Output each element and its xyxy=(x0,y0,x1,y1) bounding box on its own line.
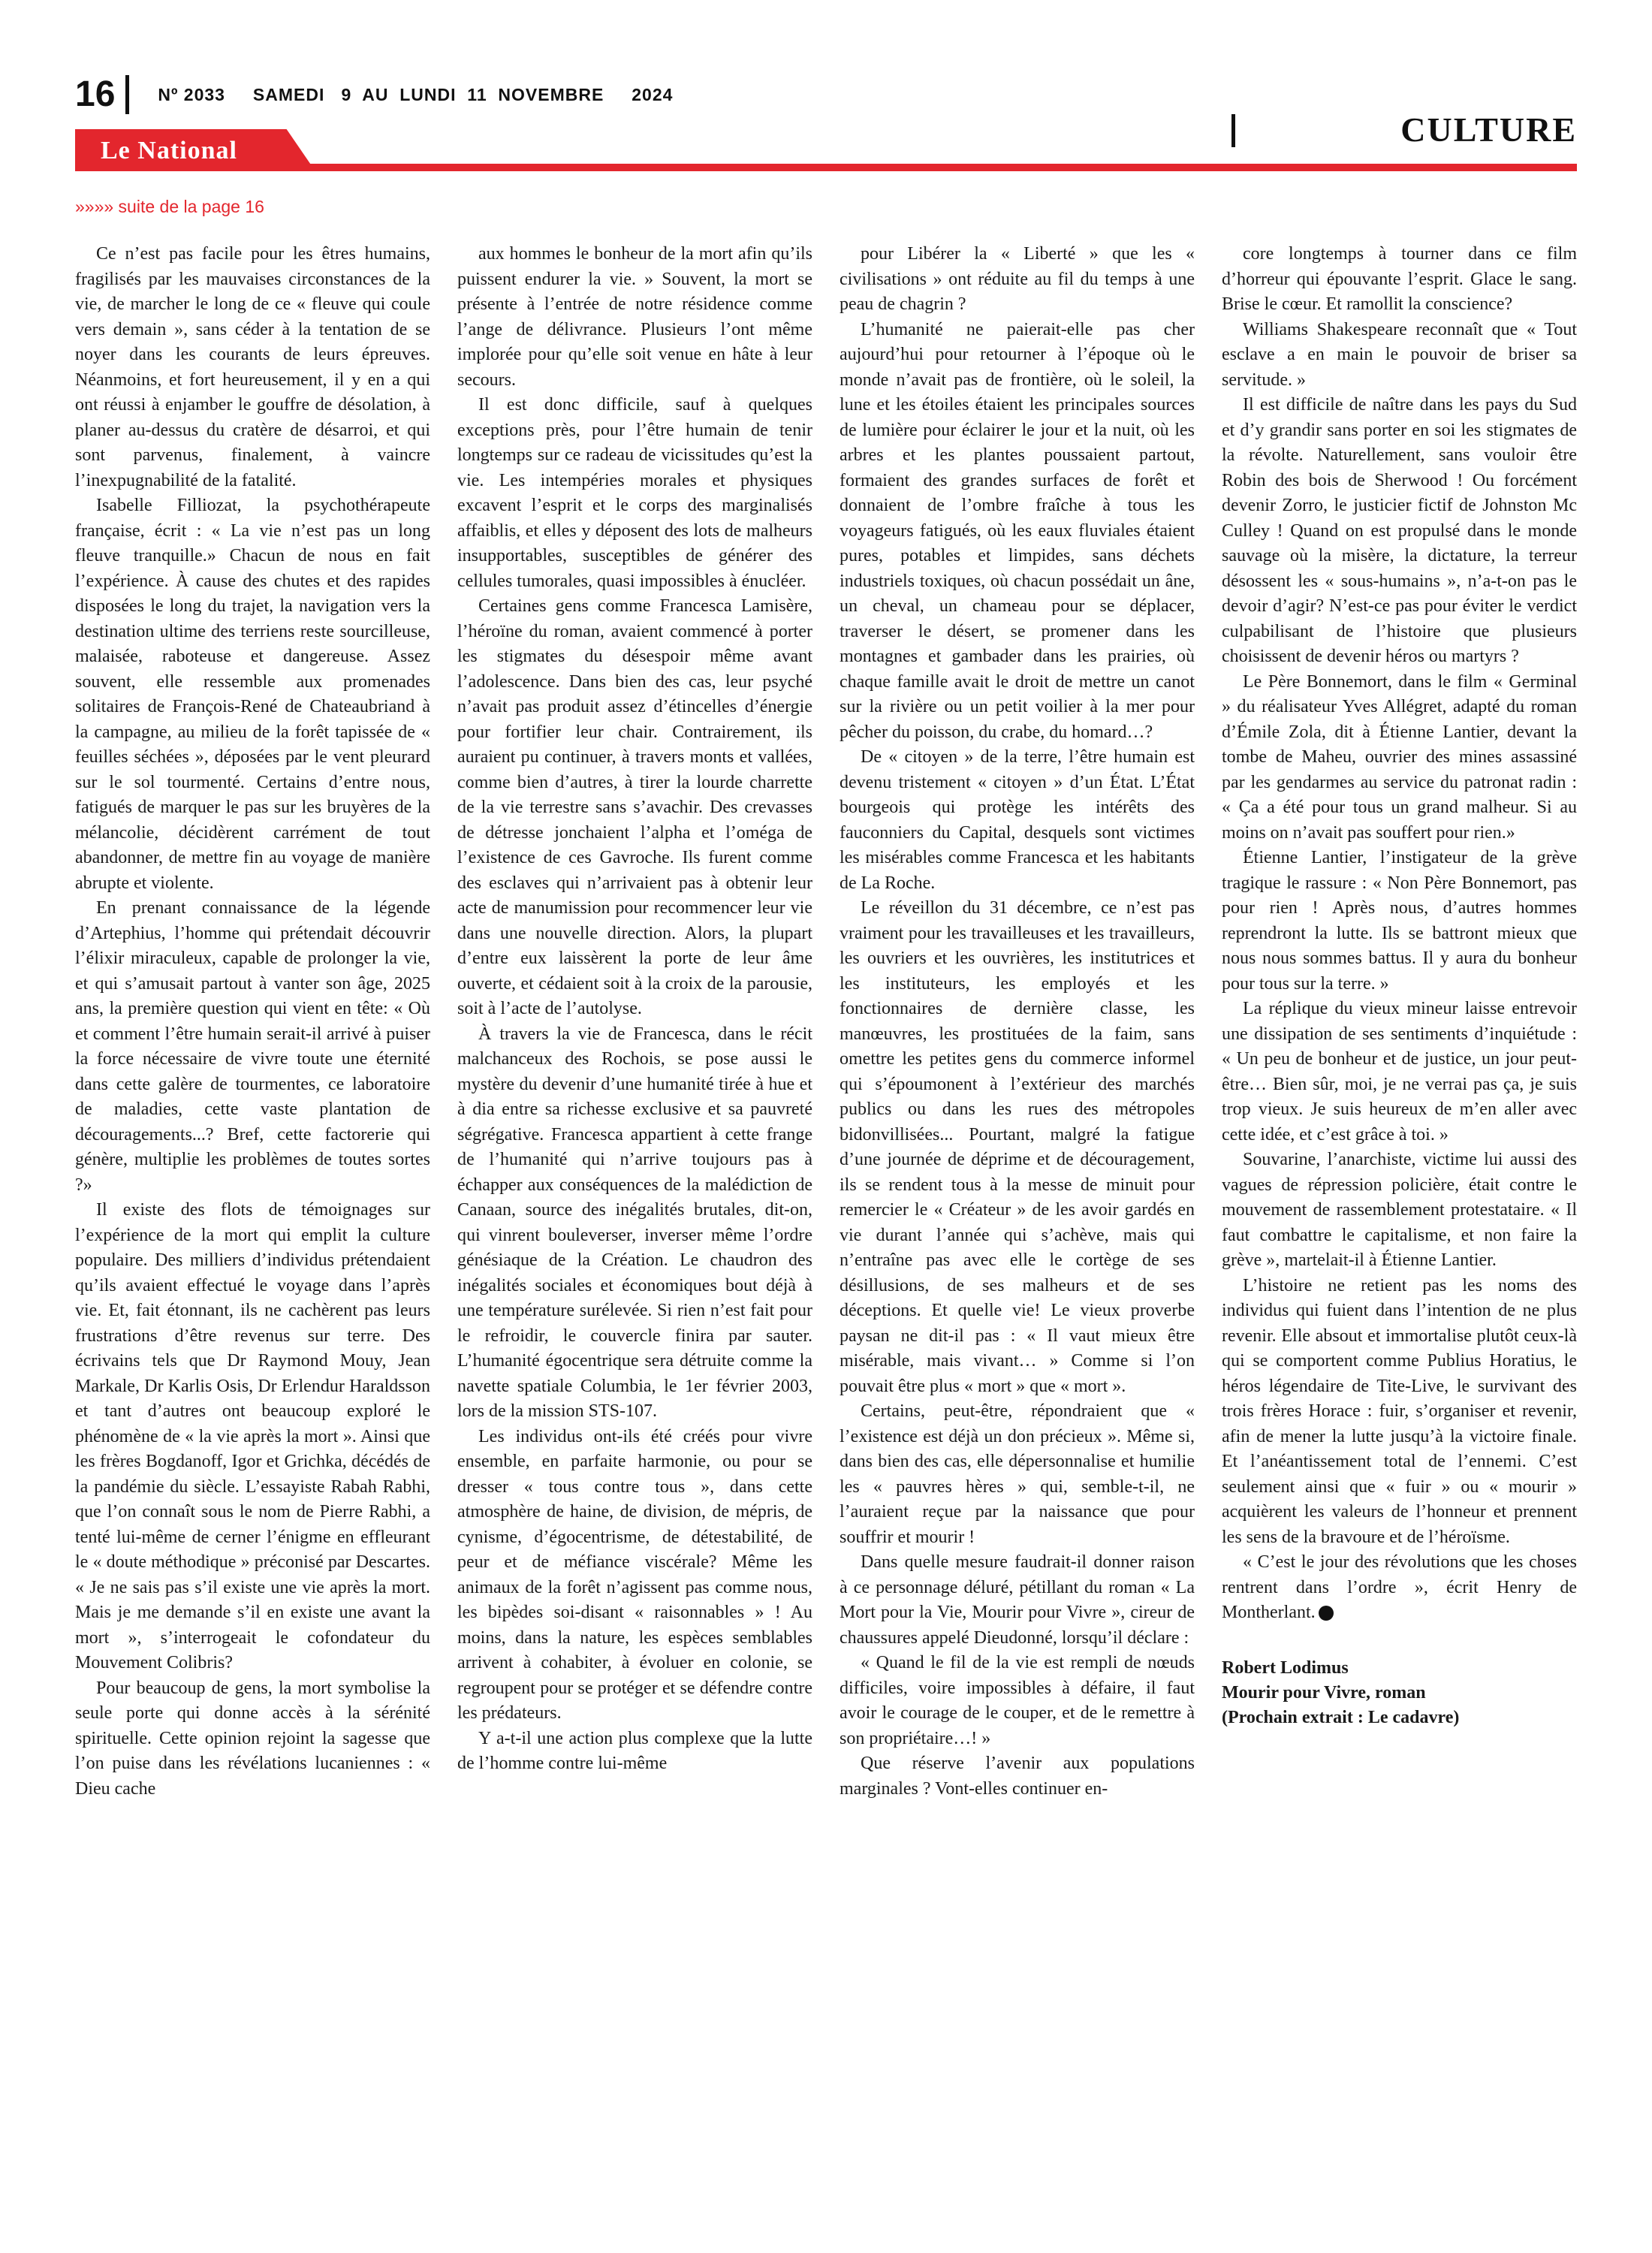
paragraph: Y a-t-il une action plus complexe que la lutte de l’homme contre lui-même xyxy=(457,1728,812,1773)
paragraph: Que réserve l’avenir aux populations marginales ? Vont-elles continuer en- xyxy=(840,1754,1195,1799)
paragraph: Ce n’est pas facile pour les êtres humains, fragilisés par les mauvaises circonstances de la vie, de marcher le long de ce « fleuve qui coule vers demain », sans céder à la tentation de se noyer dans les courants de leurs épreuves. Néanmoins, et fort heureusement, il y en a qui ont réussi à enjamber le gouffre de désolation, à planer au-dessus du cratère de désarroi, et qui sont parvenus, finalement, à vaincre l’inexpugnabilité de la fatalité. xyxy=(75,244,430,490)
column-3 xyxy=(840,242,1195,2164)
end-of-article-icon xyxy=(1319,1606,1334,1621)
section-separator xyxy=(1231,114,1235,147)
paragraph: Le Père Bonnemort, dans le film « Germinal » du réalisateur Yves Allégret, adapté du roman d’Émile Zola, dit à Étienne Lantier, devant la tombe de Maheu, ouvrier des mines assassiné par les gendarmes au service du patronat radin : « Ça a été pour tous un grand malheur. Si au moins on n’avait pas souffert pour rien.» xyxy=(1222,671,1577,843)
paragraph: Souvarine, l’anarchiste, victime lui aussi des vagues de répression policière, était contre le mouvement de rassemblement protestataire. « Il faut combattre le capitalisme, et non faire la grève », martelait-il à Étienne Lantier. xyxy=(1222,1150,1577,1270)
paragraph: Étienne Lantier, l’instigateur de la grève tragique le rassure : « Non Père Bonnemort, pas pour rien ! Après nous, d’autres hommes reprendront la lutte. Ils se battront mieux que nous nous sommes battus. Il y aura du bonheur pour tous sur la terre. » xyxy=(1222,848,1577,994)
closing-text: « C’est le jour des révolutions que les choses rentrent dans l’ordre », écrit Henry de Montherlant. xyxy=(1222,1552,1577,1622)
paragraph: Certains, peut-être, répondraient que « l’existence est déjà un don précieux ». Même si, dans bien des cas, elle dépersonnalise et humilie les « pauvres hères » qui, semble-t-il, ne l’auraient reçue par la naissance que pour souffrir et mourir ! xyxy=(840,1401,1195,1547)
column-2 xyxy=(457,242,812,2164)
paragraph: En prenant connaissance de la légende d’Artephius, l’homme qui prétendait découvrir l’élixir miraculeux, capable de prolonger la vie, et qui s’amusait partout à vanter son âge, 2025 ans, la première question qui vient en tête: « Où et comment l’être humain serait-il arrivé à puiser la force nécessaire de vivre toute une éternité dans cette galère de tourmentes, ce laboratoire de maladies, cette vaste plantation de découragements...? Bref, cette factorerie qui génère, multiplie les problèmes de toutes sortes ?» xyxy=(75,898,430,1195)
paragraph: pour Libérer la « Liberté » que les « civilisations » ont réduite au fil du temps à une peau de chagrin ? xyxy=(840,244,1195,314)
next-extract: (Prochain extrait : Le cadavre) xyxy=(1222,1707,1460,1727)
page-header xyxy=(75,75,673,114)
work-title: Mourir pour Vivre, roman xyxy=(1222,1682,1426,1703)
paragraph: Le réveillon du 31 décembre, ce n’est pas vraiment pour les travailleuses et les travailleurs, les ouvriers et les ouvrières, les institutrices et les instituteurs, les employés et les fonctionnaires de dernière classe, les manœuvres, les prostituées de la faim, sans omettre les petites gens du commerce informel qui s’époumonent à l’extérieur des marchés publics ou dans les rues des métropoles bidonvillisées... Pourtant, malgré la fatigue d’une journée de déprime et de découragement, ils se rendent tous à la messe de minuit pour remercier le « Créateur » de les avoir gardés en vie durant l’année qui s’achève, mais qui n’entraîne pas avec elle le cortège de ses désillusions, de ses malheurs et de ses déceptions. Et quelle vie! Le vieux proverbe paysan ne dit-il pas : « Il vaut mieux être misérable, mais vivant… » Comme si l’on pouvait être plus « mort » que « mort ». xyxy=(840,898,1195,1396)
column-4 xyxy=(1222,242,1577,2164)
paragraph: La réplique du vieux mineur laisse entrevoir une dissipation de ses sentiments d’inquiétude : « Un peu de bonheur et de justice, un jour peut-être… Bien sûr, moi, je ne verrai pas ça, je suis trop vieux. Je suis heureux de m’en aller avec cette idée, et c’est grâce à toi. » xyxy=(1222,999,1577,1145)
article-signature xyxy=(1222,1656,1577,1730)
author-name: Robert Lodimus xyxy=(1222,1657,1349,1678)
publication-name: Le National xyxy=(101,137,237,164)
paragraph: Il est donc difficile, sauf à quelques exceptions près, pour l’être humain de tenir longtemps sur ce radeau de vicissitudes qu’est la vie. Les intempéries morales et physiques excavent l’esprit et le corps des marginalisés affaiblis, et elles y déposent des lots de malheurs insupportables, susceptibles de générer des cellules tumorales, quasi impossibles à énucléer. xyxy=(457,395,812,591)
paragraph: À travers la vie de Francesca, dans le récit malchanceux des Rochois, se pose aussi le mystère du devenir d’une humanité tirée à hue et à dia entre sa richesse exclusive et sa pauvreté ségrégative. Francesca appartient à cette frange de l’humanité qui n’arrive toujours pas à échapper aux conséquences de la malédiction de Canaan, source des inégalités brutales, dit-on, qui vinrent bouleverser, inverser même l’ordre génésiaque de la Création. Le chaudron des inégalités sociales et économiques bout déjà à une température surélevée. Si rien n’est fait pour le refroidir, le couvercle finira par sauter. L’humanité égocentrique sera détruite comme la navette spatiale Columbia, le 1er février 2003, lors de la mission STS-107. xyxy=(457,1024,812,1421)
section-title: CULTURE xyxy=(1400,110,1577,149)
paragraph: Il existe des flots de témoignages sur l’expérience de la mort qui emplit la culture populaire. Des milliers d’individus prétendaient qu’ils avaient effectué le voyage dans l’après vie. Et, fait étonnant, ils ne cachèrent pas leurs frustrations d’être revenus sur terre. Des écrivains tels que Dr Raymond Mouy, Jean Markale, Dr Karlis Osis, Dr Erlendur Haraldsson et tant d’autres ont beaucoup exploré le phénomène de « la vie après la mort ». Ainsi que les frères Bogdanoff, Igor et Grichka, décédés de la pandémie du siècle. L’essayiste Rabah Rabhi, que l’on connaît sous le nom de Pierre Rabhi, a tenté lui-même de cerner l’énigme en effleurant le « doute méthodique » préconisé par Descartes. « Je ne sais pas s’il existe une vie après la mort. Mais je me demande s’il en existe une avant la mort », s’interrogeait le cofondateur du Mouvement Colibris? xyxy=(75,1200,430,1672)
masthead-banner xyxy=(75,129,1577,174)
paragraph: « Quand le fil de la vie est rempli de nœuds difficiles, voire impossibles à défaire, il faut avoir le courage de le couper, et de le remettre à son propriétaire…! » xyxy=(840,1653,1195,1748)
page-number: 16 xyxy=(75,74,116,114)
paragraph: Isabelle Filliozat, la psychothérapeute française, écrit : « La vie n’est pas un long fleuve tranquille.» Chacun de nous en fait l’expérience. À cause des chutes et des rapides disposées le long du trajet, la navigation vers la destination ultime des terriens reste sourcilleuse, malaisée, raboteuse et dangereuse. Assez souvent, elle ressemble aux promenades solitaires de François-René de Chateaubriand à la campagne, au milieu de la forêt tapissée de « feuilles séchées », déposées par le vent pleurard sur le sol tourmenté. Certains d’entre nous, fatigués de marquer le pas sur les bruyères de la mélancolie, décidèrent carrément de tout abandonner, de mettre fin au voyage de manière abrupte et violente. xyxy=(75,496,430,893)
paragraph: Williams Shakespeare reconnaît que « Tout esclave a en main le pouvoir de briser sa servitude. » xyxy=(1222,319,1577,390)
paragraph: core longtemps à tourner dans ce film d’horreur qui épouvante l’esprit. Glace le sang. Brise le cœur. Et ramollit la conscience? xyxy=(1222,244,1577,314)
paragraph: Les individus ont-ils été créés pour vivre ensemble, en parfaite harmonie, ou pour se dresser « tous contre tous », dans cette atmosphère de haine, de division, de mépris, de cynisme, d’égocentrisme, de détestabilité, de peur et de méfiance viscérale? Même les animaux de la forêt n’agissent pas comme nous, les bipèdes soi-disant « raisonnables » ! Au moins, dans la nature, les espèces semblables arrivent à cohabiter, à évoluer en colonie, se regroupent pour se protéger et se défendre contre les prédateurs. xyxy=(457,1426,812,1723)
closing-paragraph xyxy=(1222,1550,1577,1626)
header-separator xyxy=(125,75,129,114)
paragraph: L’humanité ne paierait-elle pas cher aujourd’hui pour retourner à l’époque où le monde n’avait pas de frontière, où le soleil, la lune et les étoiles étaient les principales sources de lumière pour éclairer le jour et la nuit, où les arbres et les plantes poussaient partout, formaient des grandes surfaces de forêt et donnaient de l’ombre fraîche à tous les voyageurs fatigués, où les eaux fluviales étaient pures, potables et limpides, sans déchets industriels toxiques, où chacun possédait un âne, un cheval, un chameau pour se déplacer, traverser le désert, se promener dans les montagnes et gambader dans les prairies, où chaque famille avait le droit de mettre un canot sur la rivière ou un petit voilier à la mer pour pêcher du poisson, du crabe, du homard…? xyxy=(840,319,1195,742)
continued-from: »»»» suite de la page 16 xyxy=(75,197,264,216)
column-1 xyxy=(75,242,430,2164)
article-body xyxy=(75,242,1577,2164)
paragraph: De « citoyen » de la terre, l’être humain est devenu tristement « citoyen » d’un État. L’État bourgeois qui protège les intérêts des fauconniers du Capital, desquels sont victimes les misérables comme Francesca et les habitants de La Roche. xyxy=(840,747,1195,893)
paragraph: aux hommes le bonheur de la mort afin qu’ils puissent endurer la vie. » Souvent, la mort se présente à l’entrée de notre résidence comme l’ange de délivrance. Plusieurs l’ont même implorée pour qu’elle soit venue en hâte à leur secours. xyxy=(457,244,812,390)
issue-date-line: Nº 2033 SAMEDI 9 AU LUNDI 11 NOVEMBRE 2024 xyxy=(158,84,674,104)
paragraph: Dans quelle mesure faudrait-il donner raison à ce personnage déluré, pétillant du roman « La Mort pour la Vie, Mourir pour Vivre », cireur de chaussures appelé Dieudonné, lorsqu’il déclare : xyxy=(840,1552,1195,1648)
paragraph: Il est difficile de naître dans les pays du Sud et d’y grandir sans porter en soi les stigmates de la révolte. Naturellement, sans vouloir être Robin des bois de Sherwood ! Ou forcément devenir Zorro, le justicier fictif de Johnston Mc Culley ! Quand on est propulsé dans le monde sauvage où la misère, la dictature, la terreur désossent les « sous-humains », n’a-t-on pas le devoir d’agir? N’est-ce pas pour éviter le verdict culpabilisant de l’histoire que plusieurs choisissent de devenir héros ou martyrs ? xyxy=(1222,395,1577,666)
paragraph: Pour beaucoup de gens, la mort symbolise la seule porte qui donne accès à la sérénité spirituelle. Cette opinion rejoint la sagesse que l’on puise dans les révélations lucaniennes : « Dieu cache xyxy=(75,1678,430,1799)
paragraph: L’histoire ne retient pas les noms des individus qui fuient dans l’intention de ne plus revenir. Elle absout et immortalise plutôt ceux-là qui se comportent comme Publius Horatius, le héros légendaire de Tite-Live, le survivant des trois frères Horace : fuir, s’organiser et revenir, afin de mener la lutte jusqu’à la victoire finale. Et l’anéantissement total de l’ennemi. C’est seulement ainsi que « fuir » ou « mourir » acquièrent les valeurs de l’honneur et prennent les sens de la bravoure et de l’héroïsme. xyxy=(1222,1275,1577,1547)
paragraph: Certaines gens comme Francesca Lamisère, l’héroïne du roman, avaient commencé à porter les stigmates du désespoir même avant l’adolescence. Dans bien des cas, leur psyché n’avait pas produit assez d’étincelles d’énergie pour fortifier leur chair. Contrairement, ils auraient pu continuer, à travers monts et vallées, comme bien d’autres, à tirer la lourde charrette de la vie terrestre sans s’avachir. Des crevasses de détresse jonchaient l’alpha et l’oméga de l’existence de ces Gavroche. Ils furent comme des esclaves qui n’arrivaient pas à obtenir leur acte de manumission pour recommencer leur vie dans une nouvelle direction. Alors, la plupart d’entre eux laissèrent la porte de leur âme ouverte, et cédaient soit à la croix de la parousie, soit à l’acte de l’autolyse. xyxy=(457,596,812,1018)
